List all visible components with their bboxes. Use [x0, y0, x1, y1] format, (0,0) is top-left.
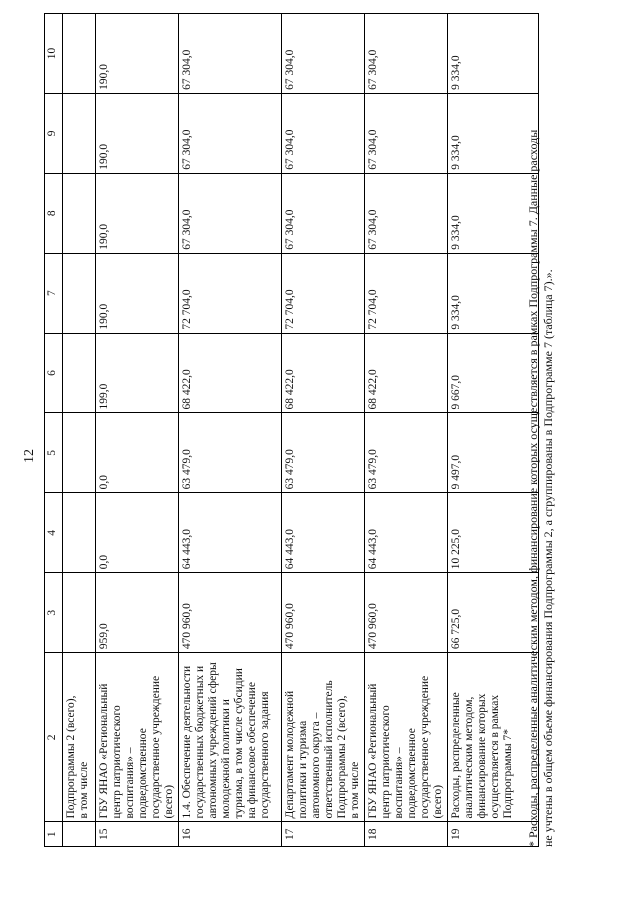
value-cell: 72 704,0 [365, 253, 448, 333]
row-name-cell: Департамент молодежной политики и туризма автономного округа – ответственный исполнитель Подпрограммы 2 (всего), в том числе [282, 653, 365, 822]
value-cell: 67 304,0 [179, 14, 282, 94]
value-cell: 9 334,0 [448, 173, 539, 253]
header-cell: 8 [45, 173, 63, 253]
header-cell: 3 [45, 573, 63, 653]
value-cell: 470 960,0 [365, 573, 448, 653]
value-cell: 64 443,0 [179, 493, 282, 573]
value-cell: 9 334,0 [448, 253, 539, 333]
header-cell: 10 [45, 14, 63, 94]
value-cell [63, 333, 96, 413]
row-number-cell: 18 [365, 822, 448, 847]
value-cell [63, 93, 96, 173]
table-header-row [45, 14, 63, 847]
budget-table [44, 13, 539, 847]
value-cell: 64 443,0 [365, 493, 448, 573]
value-cell: 68 422,0 [179, 333, 282, 413]
value-cell: 63 479,0 [179, 413, 282, 493]
value-cell: 67 304,0 [365, 93, 448, 173]
value-cell: 0,0 [96, 493, 179, 573]
value-cell: 72 704,0 [282, 253, 365, 333]
header-cell: 9 [45, 93, 63, 173]
row-name-cell: ГБУ ЯНАО «Региональный центр патриотического воспитания» – подведомственное государственное учреждение (всего) [365, 653, 448, 822]
value-cell: 66 725,0 [448, 573, 539, 653]
value-cell: 190,0 [96, 173, 179, 253]
value-cell: 470 960,0 [179, 573, 282, 653]
value-cell: 67 304,0 [179, 173, 282, 253]
table-row [96, 14, 179, 847]
row-name-cell: Подпрограммы 2 (всего), в том числе [63, 653, 96, 822]
value-cell [63, 14, 96, 94]
value-cell: 190,0 [96, 253, 179, 333]
header-cell: 1 [45, 822, 63, 847]
value-cell: 470 960,0 [282, 573, 365, 653]
value-cell [63, 413, 96, 493]
table-row [179, 14, 282, 847]
row-number-cell: 19 [448, 822, 539, 847]
footnote [526, 17, 556, 847]
value-cell: 63 479,0 [365, 413, 448, 493]
budget-table-body [45, 14, 539, 847]
value-cell: 190,0 [96, 93, 179, 173]
value-cell [63, 493, 96, 573]
value-cell: 9 334,0 [448, 93, 539, 173]
value-cell [63, 573, 96, 653]
footnote-line: * Расходы, распределенные аналитическим методом, финансирование которых осуществляется в рамках Подпрограммы 7. Данные расходы [526, 129, 540, 847]
row-number-cell: 16 [179, 822, 282, 847]
value-cell: 9 497,0 [448, 413, 539, 493]
value-cell: 9 667,0 [448, 333, 539, 413]
header-cell: 6 [45, 333, 63, 413]
row-name-cell: ГБУ ЯНАО «Региональный центр патриотического воспитания» – подведомственное государственное учреждение (всего) [96, 653, 179, 822]
value-cell: 67 304,0 [282, 14, 365, 94]
value-cell: 67 304,0 [282, 173, 365, 253]
table-row [63, 14, 96, 847]
value-cell: 67 304,0 [179, 93, 282, 173]
value-cell: 9 334,0 [448, 14, 539, 94]
value-cell [63, 173, 96, 253]
value-cell: 64 443,0 [282, 493, 365, 573]
value-cell: 0,0 [96, 413, 179, 493]
value-cell: 68 422,0 [365, 333, 448, 413]
table-row [448, 14, 539, 847]
page-number: 12 [22, 449, 37, 463]
row-name-cell: Расходы, распределенные аналитическим методом, финансирование которых осуществляется в рамках Подпрограммы 7* [448, 653, 539, 822]
header-cell: 4 [45, 493, 63, 573]
value-cell: 67 304,0 [365, 14, 448, 94]
value-cell: 72 704,0 [179, 253, 282, 333]
row-name-cell: 1.4. Обеспечение деятельности государственных бюджетных и автономных учреждений сферы молодежной политики и туризма, в том числе субсидии на финансовое обеспечение государственного задания [179, 653, 282, 822]
value-cell: 67 304,0 [282, 93, 365, 173]
value-cell: 68 422,0 [282, 333, 365, 413]
value-cell: 67 304,0 [365, 173, 448, 253]
row-number-cell: 15 [96, 822, 179, 847]
header-cell: 5 [45, 413, 63, 493]
value-cell: 190,0 [96, 14, 179, 94]
header-cell: 7 [45, 253, 63, 333]
value-cell: 199,0 [96, 333, 179, 413]
value-cell: 10 225,0 [448, 493, 539, 573]
table-row [365, 14, 448, 847]
row-number-cell [63, 822, 96, 847]
table-row [282, 14, 365, 847]
value-cell: 63 479,0 [282, 413, 365, 493]
value-cell [63, 253, 96, 333]
row-number-cell: 17 [282, 822, 365, 847]
footnote-line: не учтены в общем объеме финансирования Подпрограммы 2, а сгруппированы в Подпрограмме 7 (таблица 7).». [541, 269, 555, 847]
header-cell: 2 [45, 653, 63, 822]
value-cell: 959,0 [96, 573, 179, 653]
